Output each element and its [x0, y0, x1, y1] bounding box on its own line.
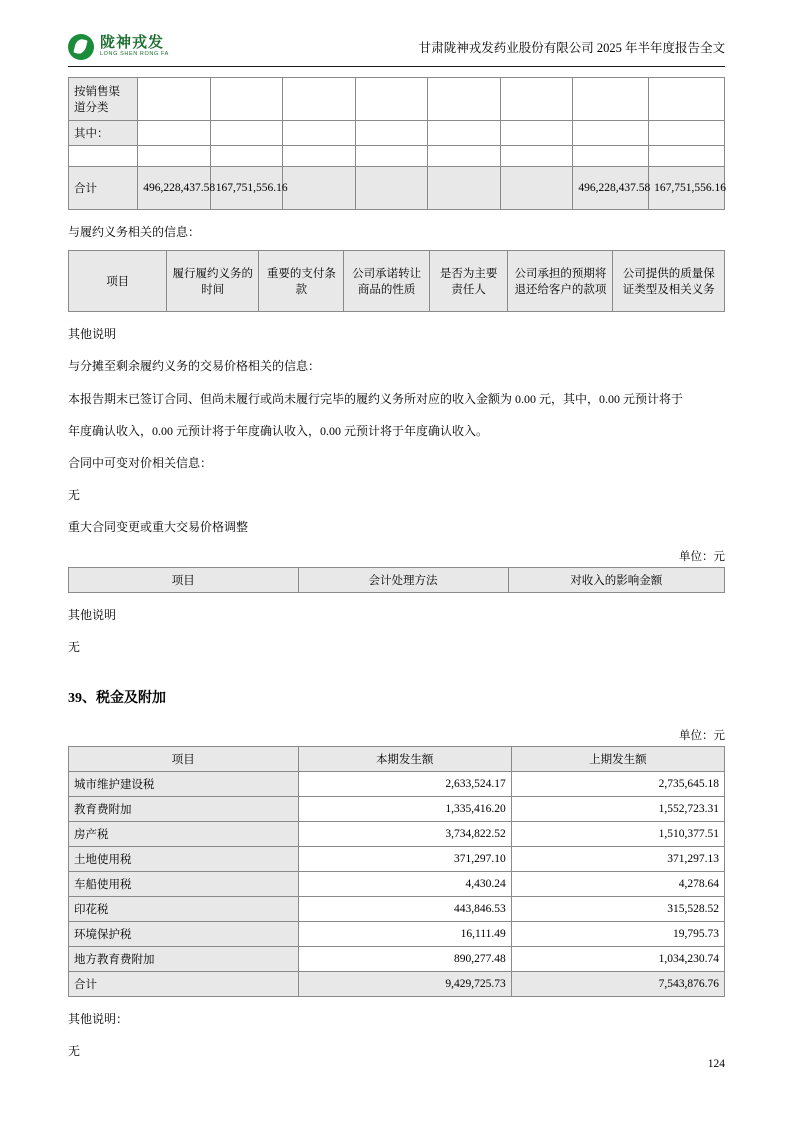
cell [649, 146, 725, 167]
logo-name-cn: 陇神戎发 [100, 35, 165, 52]
cell [210, 78, 283, 121]
cell-current: 9,429,725.73 [298, 971, 511, 996]
column-header: 会计处理方法 [298, 567, 508, 592]
column-header: 项目 [69, 746, 299, 771]
row-label: 车船使用税 [69, 871, 299, 896]
row-label: 按销售渠 道分类 [69, 78, 138, 121]
cell: 167,751,556.16 [649, 167, 725, 210]
contract-change-unit: 单位：元 [679, 550, 725, 563]
remaining-obligation-text-1: 本报告期末已签订合同、但尚未履行或尚未履行完毕的履约义务所对应的收入金额为 0.00 元，其中，0.00 元预计将于 [68, 391, 684, 406]
table-row [69, 846, 725, 871]
column-header: 重要的支付条款 [259, 251, 344, 312]
cell [138, 121, 211, 146]
row-label: 环境保护税 [69, 921, 299, 946]
contract-change-table [68, 567, 725, 593]
table-header-row [69, 746, 725, 771]
cell [500, 78, 573, 121]
row-label: 地方教育费附加 [69, 946, 299, 971]
row-label: 合计 [69, 971, 299, 996]
cell-previous: 1,034,230.74 [511, 946, 724, 971]
cell-current: 371,297.10 [298, 846, 511, 871]
perf-obligation-intro: 与履约义务相关的信息： [68, 225, 201, 239]
table-row [69, 921, 725, 946]
cell [428, 146, 501, 167]
column-header: 上期发生额 [511, 746, 724, 771]
row-label: 城市维护建设税 [69, 771, 299, 796]
cell [355, 78, 428, 121]
cell [500, 167, 573, 210]
column-header: 是否为主要责任人 [429, 251, 508, 312]
performance-obligation-table [68, 250, 725, 312]
other-note-label: 其他说明 [68, 327, 117, 342]
cell-previous: 1,510,377.51 [511, 821, 724, 846]
cell: 496,228,437.58 [573, 167, 649, 210]
cell-previous: 1,552,723.31 [511, 796, 724, 821]
tax-surcharge-table [68, 746, 725, 997]
page-header [68, 34, 725, 67]
table-row [69, 821, 725, 846]
table-row [69, 946, 725, 971]
row-label: 房产税 [69, 821, 299, 846]
column-header: 项目 [69, 251, 167, 312]
cell [283, 146, 356, 167]
cell-current: 890,277.48 [298, 946, 511, 971]
major-contract-change-label: 重大合同变更或重大交易价格调整 [68, 520, 249, 535]
column-header: 对收入的影响金额 [508, 567, 725, 592]
column-header: 履行履约义务的时间 [167, 251, 259, 312]
cell [500, 121, 573, 146]
cell [573, 146, 649, 167]
table-row [69, 871, 725, 896]
table-row [69, 796, 725, 821]
cell [428, 78, 501, 121]
row-label [69, 146, 138, 167]
table-row [69, 146, 725, 167]
cell [210, 146, 283, 167]
cell [428, 121, 501, 146]
table-row [69, 896, 725, 921]
tax-note-label: 其他说明： [68, 1011, 129, 1026]
tax-note-value: 无 [68, 1044, 81, 1059]
column-header: 公司承担的预期将退还给客户的款项 [508, 251, 613, 312]
cell [355, 167, 428, 210]
company-logo [68, 34, 169, 60]
cell-current: 2,633,524.17 [298, 771, 511, 796]
table-row [69, 771, 725, 796]
page-content [68, 34, 725, 1061]
column-header: 公司承诺转让商品的性质 [344, 251, 429, 312]
cell-current: 16,111.49 [298, 921, 511, 946]
section-title-39: 39、税金及附加 [68, 690, 166, 706]
table-row [69, 971, 725, 996]
remaining-obligation-intro: 与分摊至剩余履约义务的交易价格相关的信息： [68, 359, 321, 374]
cell-current: 443,846.53 [298, 896, 511, 921]
cell [283, 121, 356, 146]
variable-consideration-label: 合同中可变对价相关信息： [68, 455, 213, 470]
column-header: 公司提供的质量保证类型及相关义务 [613, 251, 725, 312]
cell [138, 146, 211, 167]
cell [355, 146, 428, 167]
cell [649, 78, 725, 121]
contract-change-note-value: 无 [68, 639, 81, 654]
table-header-row [69, 567, 725, 592]
cell [355, 121, 428, 146]
table-row [69, 167, 725, 210]
cell-previous: 7,543,876.76 [511, 971, 724, 996]
cell-current: 1,335,416.20 [298, 796, 511, 821]
remaining-obligation-text-2: 年度确认收入，0.00 元预计将于年度确认收入，0.00 元预计将于年度确认收入。 [68, 423, 489, 438]
cell [500, 146, 573, 167]
report-title: 甘肃陇神戎发药业股份有限公司 2025 年半年度报告全文 [418, 41, 725, 55]
cell: 496,228,437.58 [138, 167, 211, 210]
column-header: 项目 [69, 567, 299, 592]
cell-previous: 315,528.52 [511, 896, 724, 921]
row-label: 合计 [69, 167, 138, 210]
cell [573, 78, 649, 121]
table-header-row [69, 251, 725, 312]
cell-previous: 2,735,645.18 [511, 771, 724, 796]
row-label: 印花税 [69, 896, 299, 921]
logo-name-en: LONG SHEN RONG FA [100, 50, 169, 57]
row-label: 其中： [69, 121, 138, 146]
cell [283, 167, 356, 210]
cell [138, 78, 211, 121]
tax-table-unit: 单位：元 [679, 729, 725, 742]
cell: 167,751,556.16 [210, 167, 283, 210]
column-header: 本期发生额 [298, 746, 511, 771]
cell [210, 121, 283, 146]
contract-change-note-label: 其他说明 [68, 607, 117, 622]
variable-consideration-value: 无 [68, 488, 81, 503]
cell-previous: 19,795.73 [511, 921, 724, 946]
page-number: 124 [707, 1058, 725, 1070]
cell-previous: 4,278.64 [511, 871, 724, 896]
row-label: 教育费附加 [69, 796, 299, 821]
logo-text [100, 36, 169, 58]
sales-channel-table [68, 77, 725, 210]
cell-current: 3,734,822.52 [298, 821, 511, 846]
table-row [69, 78, 725, 121]
table-row [69, 121, 725, 146]
cell-current: 4,430.24 [298, 871, 511, 896]
leaf-logo-icon [68, 34, 94, 60]
cell [573, 121, 649, 146]
row-label: 土地使用税 [69, 846, 299, 871]
cell-previous: 371,297.13 [511, 846, 724, 871]
cell [649, 121, 725, 146]
cell [428, 167, 501, 210]
cell [283, 78, 356, 121]
